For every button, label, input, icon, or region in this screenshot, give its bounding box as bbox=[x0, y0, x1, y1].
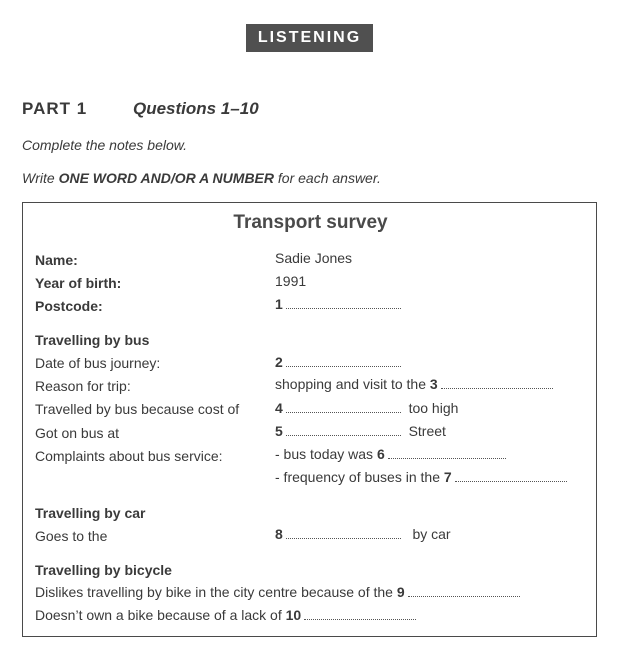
q2-number: 2 bbox=[275, 354, 283, 370]
q2-blank[interactable] bbox=[286, 355, 401, 367]
section-banner: LISTENING bbox=[246, 24, 373, 52]
q10-blank[interactable] bbox=[304, 608, 416, 620]
year-value: 1991 bbox=[275, 273, 307, 289]
instruction-write bbox=[22, 170, 381, 186]
instruction-write-post: for each answer. bbox=[274, 170, 381, 186]
instruction-write-bold: ONE WORD AND/OR A NUMBER bbox=[58, 170, 274, 186]
q5-number: 5 bbox=[275, 423, 283, 439]
q6-number: 6 bbox=[376, 446, 385, 462]
q7-answer[interactable] bbox=[275, 469, 567, 485]
instruction-complete: Complete the notes below. bbox=[22, 137, 187, 153]
q10-answer[interactable] bbox=[35, 607, 416, 623]
noown-label: Doesn’t own a bike because of a lack of bbox=[35, 607, 282, 623]
goton-suffix: Street bbox=[408, 423, 446, 439]
complaint1-prefix: - bus today was bbox=[275, 446, 374, 462]
q1-blank[interactable] bbox=[286, 297, 401, 309]
q3-answer[interactable] bbox=[275, 376, 553, 392]
q4-blank[interactable] bbox=[286, 401, 401, 413]
q5-answer[interactable] bbox=[275, 423, 446, 439]
date-label: Date of bus journey: bbox=[35, 355, 161, 371]
q6-blank[interactable] bbox=[388, 447, 506, 459]
cost-suffix: too high bbox=[408, 400, 459, 416]
cost-label: Travelled by bus because cost of bbox=[35, 401, 240, 417]
goes-label: Goes to the bbox=[35, 528, 108, 544]
q6-answer[interactable] bbox=[275, 446, 506, 462]
q2-answer[interactable] bbox=[275, 354, 401, 370]
goes-suffix: by car bbox=[412, 526, 451, 542]
postcode-label: Postcode: bbox=[35, 298, 103, 314]
goton-label: Got on bus at bbox=[35, 425, 120, 441]
complaint2-prefix: - frequency of buses in the bbox=[275, 469, 440, 485]
bus-heading: Travelling by bus bbox=[35, 332, 150, 348]
part-label: PART 1 bbox=[22, 99, 88, 118]
reason-value: shopping and visit to the bbox=[275, 376, 426, 392]
q8-blank[interactable] bbox=[286, 527, 401, 539]
year-label: Year of birth: bbox=[35, 275, 122, 291]
q1-number: 1 bbox=[275, 296, 283, 312]
q7-blank[interactable] bbox=[455, 470, 567, 482]
q1-answer[interactable] bbox=[275, 296, 401, 312]
complaints-label: Complaints about bus service: bbox=[35, 448, 223, 464]
reason-label: Reason for trip: bbox=[35, 378, 131, 394]
q4-number: 4 bbox=[275, 400, 283, 416]
q9-blank[interactable] bbox=[408, 585, 520, 597]
instruction-write-pre: Write bbox=[22, 170, 59, 186]
q10-number: 10 bbox=[285, 607, 302, 623]
q3-blank[interactable] bbox=[441, 377, 553, 389]
q5-blank[interactable] bbox=[286, 424, 401, 436]
form-title: Transport survey bbox=[233, 212, 388, 233]
q9-answer[interactable] bbox=[35, 584, 520, 600]
dislikes-label: Dislikes travelling by bike in the city centre because of the bbox=[35, 584, 393, 600]
q7-number: 7 bbox=[443, 469, 452, 485]
q8-number: 8 bbox=[275, 526, 283, 542]
name-value: Sadie Jones bbox=[275, 250, 353, 266]
car-heading: Travelling by car bbox=[35, 505, 146, 521]
name-label: Name: bbox=[35, 252, 78, 268]
q4-answer[interactable] bbox=[275, 400, 458, 416]
q8-answer[interactable] bbox=[275, 526, 451, 542]
questions-range: Questions 1–10 bbox=[133, 99, 259, 118]
q3-number: 3 bbox=[429, 376, 438, 392]
q9-number: 9 bbox=[396, 584, 405, 600]
bicycle-heading: Travelling by bicycle bbox=[35, 562, 172, 578]
